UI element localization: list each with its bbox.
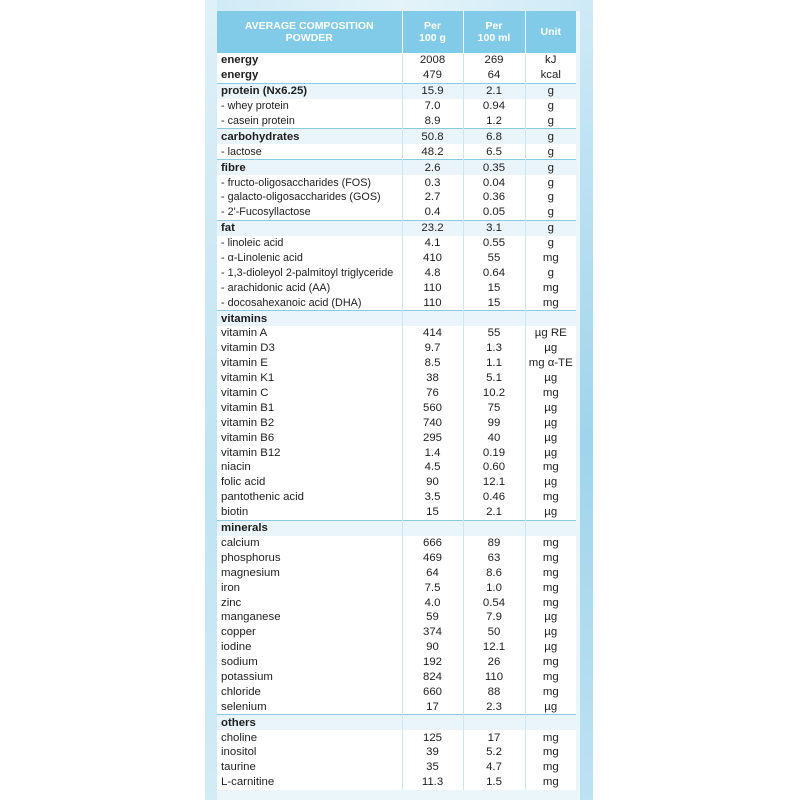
- value-per-100g: 4.5: [402, 460, 463, 475]
- value-per-100ml: 1.1: [463, 356, 525, 371]
- value-per-100ml: 89: [463, 536, 525, 551]
- table-row: [217, 175, 576, 190]
- nutrient-name: taurine: [217, 760, 402, 775]
- table-row: [217, 536, 576, 551]
- unit-cell: µg: [525, 610, 576, 625]
- unit-cell: [525, 715, 576, 730]
- value-per-100ml: 269: [463, 53, 525, 68]
- table-row: [217, 326, 576, 341]
- table-row: [217, 684, 576, 699]
- value-per-100ml: 26: [463, 655, 525, 670]
- table-row: [217, 144, 576, 159]
- value-per-100g: 17: [402, 699, 463, 714]
- value-per-100g: 23.2: [402, 220, 463, 235]
- unit-cell: mg: [525, 760, 576, 775]
- table-row: [217, 341, 576, 356]
- value-per-100ml: 15: [463, 295, 525, 310]
- nutrient-name: - lactose: [217, 144, 402, 159]
- table-row: [217, 625, 576, 640]
- nutrient-name: vitamin B1: [217, 400, 402, 415]
- unit-cell: g: [525, 114, 576, 129]
- value-per-100ml: 15: [463, 280, 525, 295]
- value-per-100ml: 55: [463, 251, 525, 266]
- table-row: [217, 640, 576, 655]
- nutrient-name: vitamin B6: [217, 430, 402, 445]
- unit-cell: g: [525, 99, 576, 114]
- table-row: [217, 280, 576, 295]
- nutrient-name: phosphorus: [217, 550, 402, 565]
- header-per-100g-line2: 100 g: [419, 32, 446, 44]
- unit-cell: mg: [525, 684, 576, 699]
- value-per-100ml: 0.60: [463, 460, 525, 475]
- value-per-100ml: 55: [463, 326, 525, 341]
- value-per-100g: 560: [402, 400, 463, 415]
- value-per-100g: 660: [402, 684, 463, 699]
- unit-cell: g: [525, 175, 576, 190]
- value-per-100g: 39: [402, 745, 463, 760]
- value-per-100ml: 1.0: [463, 580, 525, 595]
- nutrient-name: - 1,3-dioleyol 2-palmitoyl triglyceride: [217, 265, 402, 280]
- table-row: [217, 580, 576, 595]
- table-row: [217, 99, 576, 114]
- table-row: [217, 460, 576, 475]
- unit-cell: mg: [525, 565, 576, 580]
- value-per-100ml: 3.1: [463, 220, 525, 235]
- table-row: [217, 356, 576, 371]
- table-body: [217, 53, 576, 790]
- value-per-100ml: 50: [463, 625, 525, 640]
- nutrient-name: vitamins: [217, 311, 402, 326]
- value-per-100g: 479: [402, 68, 463, 83]
- value-per-100ml: 12.1: [463, 475, 525, 490]
- value-per-100ml: 63: [463, 550, 525, 565]
- nutrient-name: potassium: [217, 670, 402, 685]
- unit-cell: g: [525, 205, 576, 220]
- value-per-100g: 35: [402, 760, 463, 775]
- unit-cell: mg: [525, 251, 576, 266]
- unit-cell: g: [525, 190, 576, 205]
- table-row: [217, 565, 576, 580]
- unit-cell: g: [525, 160, 576, 175]
- unit-cell: µg: [525, 371, 576, 386]
- table-row: [217, 83, 576, 98]
- value-per-100g: 59: [402, 610, 463, 625]
- value-per-100ml: [463, 520, 525, 535]
- table-row: [217, 386, 576, 401]
- panel-right-strip: [580, 0, 593, 800]
- value-per-100ml: 2.1: [463, 505, 525, 520]
- unit-cell: g: [525, 265, 576, 280]
- table-row: [217, 445, 576, 460]
- header-per-100g-line1: Per: [424, 20, 441, 32]
- value-per-100g: 0.4: [402, 205, 463, 220]
- value-per-100ml: 6.5: [463, 144, 525, 159]
- nutrient-name: iodine: [217, 640, 402, 655]
- value-per-100g: 8.5: [402, 356, 463, 371]
- table-row: [217, 190, 576, 205]
- value-per-100g: 2.7: [402, 190, 463, 205]
- table-row: [217, 490, 576, 505]
- value-per-100g: 76: [402, 386, 463, 401]
- header-per-100ml: [463, 11, 525, 53]
- table-row: [217, 430, 576, 445]
- value-per-100ml: 6.8: [463, 129, 525, 144]
- nutrient-name: energy: [217, 68, 402, 83]
- value-per-100ml: 88: [463, 684, 525, 699]
- table-header: [217, 11, 576, 53]
- table-row: [217, 236, 576, 251]
- unit-cell: g: [525, 129, 576, 144]
- value-per-100g: 374: [402, 625, 463, 640]
- value-per-100g: 4.8: [402, 265, 463, 280]
- table-row: [217, 505, 576, 520]
- nutrient-name: others: [217, 715, 402, 730]
- header-row: [217, 11, 576, 53]
- nutrient-name: - casein protein: [217, 114, 402, 129]
- table-row: [217, 670, 576, 685]
- unit-cell: µg: [525, 505, 576, 520]
- nutrient-name: chloride: [217, 684, 402, 699]
- value-per-100ml: 0.19: [463, 445, 525, 460]
- value-per-100g: [402, 520, 463, 535]
- table-row: [217, 265, 576, 280]
- value-per-100ml: 0.36: [463, 190, 525, 205]
- nutrient-name: pantothenic acid: [217, 490, 402, 505]
- unit-cell: mg: [525, 730, 576, 745]
- value-per-100g: 410: [402, 251, 463, 266]
- nutrient-name: zinc: [217, 595, 402, 610]
- value-per-100g: 110: [402, 280, 463, 295]
- nutrient-name: L-carnitine: [217, 775, 402, 790]
- nutrient-name: - galacto-oligosaccharides (GOS): [217, 190, 402, 205]
- value-per-100ml: 10.2: [463, 386, 525, 401]
- value-per-100g: [402, 715, 463, 730]
- nutrient-name: - α-Linolenic acid: [217, 251, 402, 266]
- value-per-100g: 125: [402, 730, 463, 745]
- nutrient-name: vitamin B2: [217, 415, 402, 430]
- nutrient-name: - fructo-oligosaccharides (FOS): [217, 175, 402, 190]
- value-per-100g: 64: [402, 565, 463, 580]
- table-row: [217, 400, 576, 415]
- value-per-100g: 7.5: [402, 580, 463, 595]
- nutrient-name: vitamin K1: [217, 371, 402, 386]
- nutrient-name: - arachidonic acid (AA): [217, 280, 402, 295]
- table-row: [217, 699, 576, 714]
- panel-top-strip: [205, 0, 593, 11]
- table-row: [217, 610, 576, 625]
- nutrient-name: niacin: [217, 460, 402, 475]
- unit-cell: mg α-TE: [525, 356, 576, 371]
- unit-cell: mg: [525, 595, 576, 610]
- unit-cell: mg: [525, 295, 576, 310]
- nutrient-name: fibre: [217, 160, 402, 175]
- value-per-100ml: 12.1: [463, 640, 525, 655]
- value-per-100ml: 75: [463, 400, 525, 415]
- unit-cell: mg: [525, 280, 576, 295]
- table-row: [217, 205, 576, 220]
- header-composition: [217, 11, 402, 53]
- unit-cell: mg: [525, 775, 576, 790]
- table-row: [217, 775, 576, 790]
- nutrient-name: - 2'-Fucosyllactose: [217, 205, 402, 220]
- value-per-100ml: 2.3: [463, 699, 525, 714]
- value-per-100ml: 8.6: [463, 565, 525, 580]
- value-per-100g: 4.1: [402, 236, 463, 251]
- unit-cell: g: [525, 236, 576, 251]
- value-per-100g: 90: [402, 640, 463, 655]
- table-row: [217, 295, 576, 310]
- nutrient-name: vitamin E: [217, 356, 402, 371]
- value-per-100ml: 1.3: [463, 341, 525, 356]
- value-per-100ml: 2.1: [463, 83, 525, 98]
- nutrient-name: calcium: [217, 536, 402, 551]
- unit-cell: mg: [525, 745, 576, 760]
- nutrient-name: carbohydrates: [217, 129, 402, 144]
- value-per-100ml: 0.54: [463, 595, 525, 610]
- value-per-100ml: 0.04: [463, 175, 525, 190]
- nutrient-name: folic acid: [217, 475, 402, 490]
- table-row: [217, 311, 576, 326]
- unit-cell: µg: [525, 625, 576, 640]
- table-row: [217, 595, 576, 610]
- nutrient-name: magnesium: [217, 565, 402, 580]
- unit-cell: mg: [525, 550, 576, 565]
- unit-cell: µg: [525, 430, 576, 445]
- value-per-100g: 192: [402, 655, 463, 670]
- nutrient-name: manganese: [217, 610, 402, 625]
- unit-cell: µg RE: [525, 326, 576, 341]
- table-row: [217, 160, 576, 175]
- header-per-100ml-line1: Per: [485, 20, 503, 32]
- unit-cell: mg: [525, 460, 576, 475]
- nutrient-name: biotin: [217, 505, 402, 520]
- value-per-100ml: 0.94: [463, 99, 525, 114]
- table-row: [217, 53, 576, 68]
- header-per-100g: [402, 11, 463, 53]
- value-per-100g: 50.8: [402, 129, 463, 144]
- table-row: [217, 251, 576, 266]
- unit-cell: mg: [525, 580, 576, 595]
- nutrient-name: inositol: [217, 745, 402, 760]
- unit-cell: µg: [525, 699, 576, 714]
- unit-cell: mg: [525, 655, 576, 670]
- value-per-100ml: 1.5: [463, 775, 525, 790]
- value-per-100ml: 40: [463, 430, 525, 445]
- unit-cell: µg: [525, 400, 576, 415]
- unit-cell: µg: [525, 445, 576, 460]
- unit-cell: µg: [525, 640, 576, 655]
- table-row: [217, 68, 576, 83]
- value-per-100ml: 4.7: [463, 760, 525, 775]
- unit-cell: [525, 311, 576, 326]
- table-row: [217, 730, 576, 745]
- unit-cell: mg: [525, 490, 576, 505]
- header-composition-line1: AVERAGE COMPOSITION: [244, 20, 374, 32]
- nutrient-name: minerals: [217, 520, 402, 535]
- value-per-100ml: 99: [463, 415, 525, 430]
- value-per-100g: 15.9: [402, 83, 463, 98]
- value-per-100g: 1.4: [402, 445, 463, 460]
- value-per-100ml: 64: [463, 68, 525, 83]
- table-row: [217, 371, 576, 386]
- value-per-100g: 4.0: [402, 595, 463, 610]
- value-per-100ml: 0.46: [463, 490, 525, 505]
- nutrient-name: fat: [217, 220, 402, 235]
- nutrient-name: energy: [217, 53, 402, 68]
- value-per-100g: [402, 311, 463, 326]
- table-row: [217, 520, 576, 535]
- value-per-100g: 110: [402, 295, 463, 310]
- value-per-100ml: 0.35: [463, 160, 525, 175]
- nutrient-name: selenium: [217, 699, 402, 714]
- value-per-100ml: 7.9: [463, 610, 525, 625]
- nutrient-name: choline: [217, 730, 402, 745]
- nutrient-name: - docosahexanoic acid (DHA): [217, 295, 402, 310]
- unit-cell: mg: [525, 386, 576, 401]
- value-per-100g: 824: [402, 670, 463, 685]
- value-per-100ml: 1.2: [463, 114, 525, 129]
- value-per-100g: 38: [402, 371, 463, 386]
- value-per-100ml: 17: [463, 730, 525, 745]
- unit-cell: mg: [525, 670, 576, 685]
- table-row: [217, 475, 576, 490]
- value-per-100g: 3.5: [402, 490, 463, 505]
- value-per-100g: 15: [402, 505, 463, 520]
- unit-cell: µg: [525, 415, 576, 430]
- value-per-100g: 2008: [402, 53, 463, 68]
- value-per-100ml: [463, 311, 525, 326]
- value-per-100g: 295: [402, 430, 463, 445]
- table-row: [217, 760, 576, 775]
- nutrient-name: vitamin C: [217, 386, 402, 401]
- table-row: [217, 114, 576, 129]
- value-per-100g: 414: [402, 326, 463, 341]
- header-per-100ml-line2: 100 ml: [477, 32, 511, 44]
- value-per-100g: 0.3: [402, 175, 463, 190]
- header-composition-line2: POWDER: [285, 32, 333, 44]
- table-row: [217, 745, 576, 760]
- value-per-100g: 90: [402, 475, 463, 490]
- unit-cell: kcal: [525, 68, 576, 83]
- header-unit: Unit: [525, 11, 576, 53]
- value-per-100ml: 110: [463, 670, 525, 685]
- table-row: [217, 715, 576, 730]
- nutrient-name: copper: [217, 625, 402, 640]
- value-per-100g: 740: [402, 415, 463, 430]
- table-row: [217, 129, 576, 144]
- value-per-100g: 8.9: [402, 114, 463, 129]
- value-per-100ml: 5.1: [463, 371, 525, 386]
- nutrient-name: vitamin B12: [217, 445, 402, 460]
- table-row: [217, 655, 576, 670]
- nutrient-name: protein (Nx6.25): [217, 83, 402, 98]
- unit-cell: mg: [525, 536, 576, 551]
- unit-cell: g: [525, 144, 576, 159]
- panel-left-strip: [205, 0, 217, 800]
- nutrient-name: iron: [217, 580, 402, 595]
- nutrient-name: sodium: [217, 655, 402, 670]
- nutrition-table: [217, 11, 576, 790]
- unit-cell: [525, 520, 576, 535]
- value-per-100g: 11.3: [402, 775, 463, 790]
- value-per-100g: 48.2: [402, 144, 463, 159]
- unit-cell: g: [525, 83, 576, 98]
- value-per-100g: 9.7: [402, 341, 463, 356]
- unit-cell: g: [525, 220, 576, 235]
- value-per-100ml: 5.2: [463, 745, 525, 760]
- nutrient-name: - linoleic acid: [217, 236, 402, 251]
- unit-cell: µg: [525, 475, 576, 490]
- unit-cell: µg: [525, 341, 576, 356]
- table-row: [217, 550, 576, 565]
- unit-cell: kJ: [525, 53, 576, 68]
- value-per-100ml: 0.05: [463, 205, 525, 220]
- table-row: [217, 220, 576, 235]
- nutrient-name: vitamin A: [217, 326, 402, 341]
- value-per-100g: 7.0: [402, 99, 463, 114]
- value-per-100g: 2.6: [402, 160, 463, 175]
- value-per-100g: 666: [402, 536, 463, 551]
- value-per-100ml: 0.55: [463, 236, 525, 251]
- value-per-100ml: [463, 715, 525, 730]
- nutrient-name: - whey protein: [217, 99, 402, 114]
- value-per-100g: 469: [402, 550, 463, 565]
- table-row: [217, 415, 576, 430]
- value-per-100ml: 0.64: [463, 265, 525, 280]
- nutrient-name: vitamin D3: [217, 341, 402, 356]
